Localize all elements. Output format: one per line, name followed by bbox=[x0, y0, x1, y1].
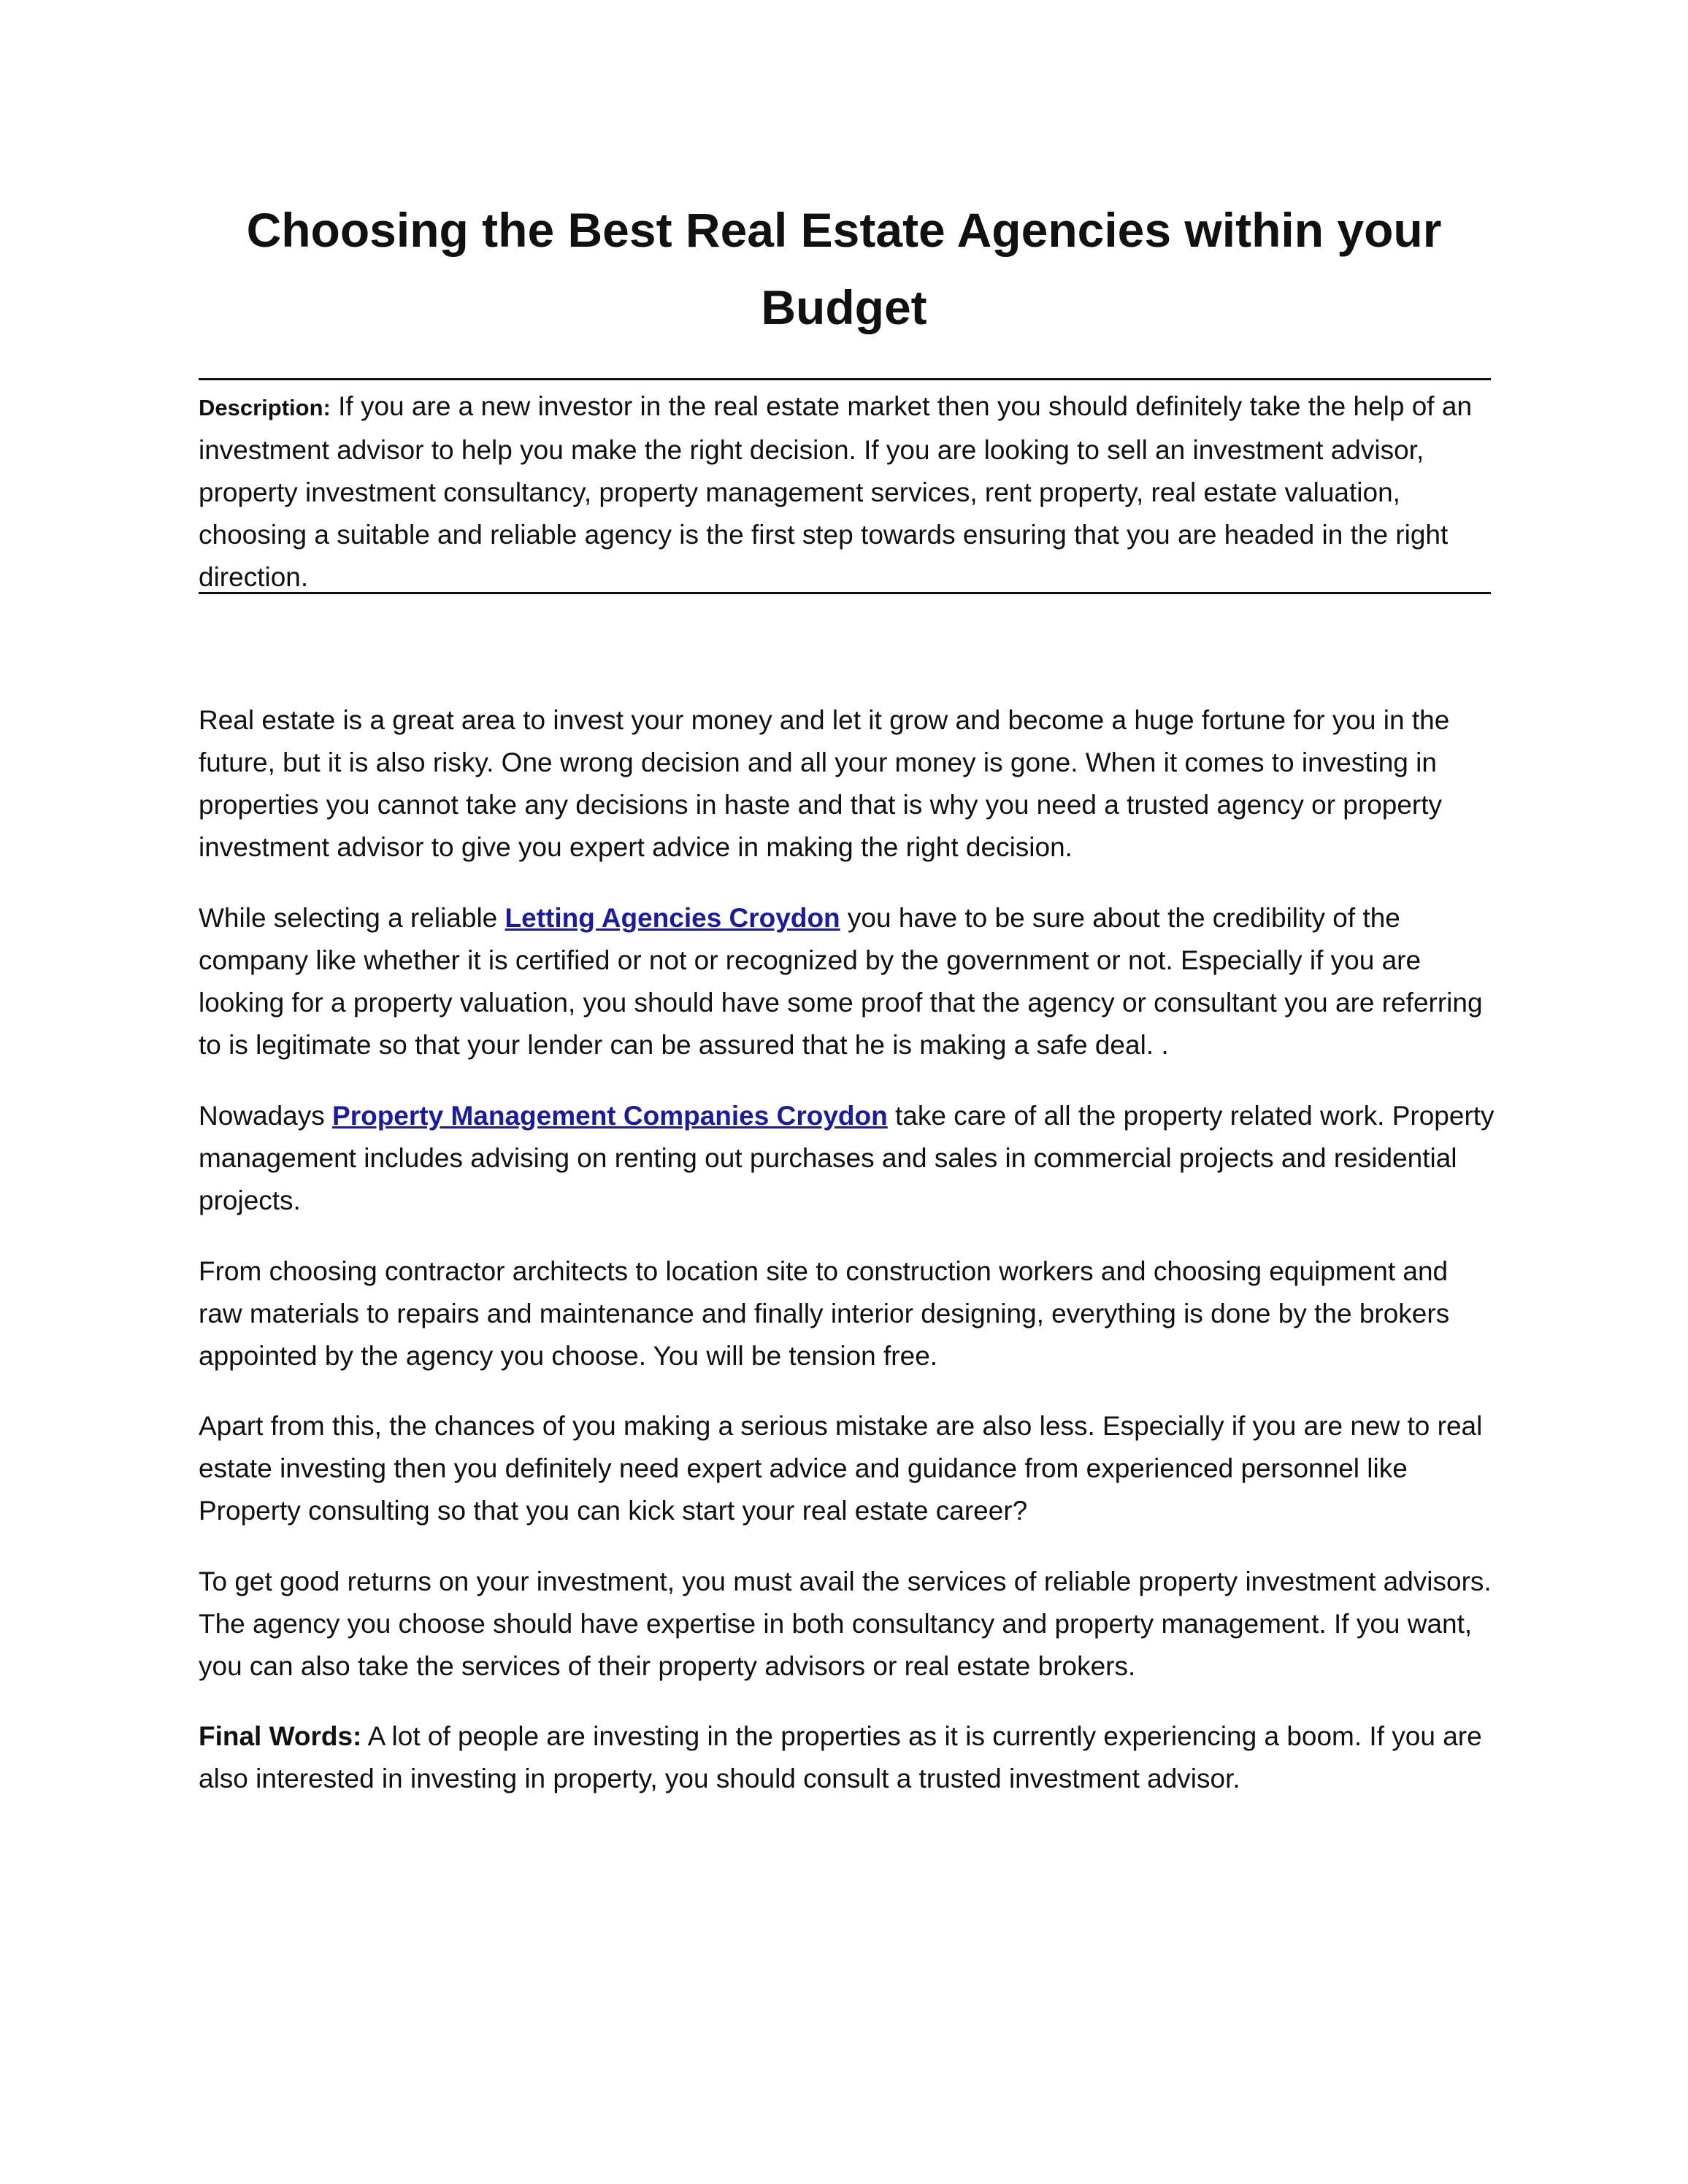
paragraph-final-words bbox=[199, 1715, 1495, 1800]
paragraph-text: you have to be sure about the credibility of the company like whether it is certified or not or recognized by the government or not. Especially if you are looking for a property valuation, you should have some proof that the agency or consultant you are referring to is legitimate so that your lender can be assured that he is making a safe deal. . bbox=[199, 903, 1483, 1060]
paragraph-mistakes: Apart from this, the chances of you making a serious mistake are also less. Especially if you are new to real estate investing then you definitely need expert advice and guidance from experienced personnel like Property consulting so that you can kick start your real estate career? bbox=[199, 1411, 1483, 1526]
paragraph-letting-agencies bbox=[199, 897, 1495, 1066]
paragraph-text: take care of all the property related work. Property management includes advising on renting out purchases and sales in commercial projects and residential projects. bbox=[199, 1101, 1495, 1215]
description-label: Description: bbox=[199, 395, 331, 420]
description-text: If you are a new investor in the real estate market then you should definitely take the help of an investment advisor to help you make the right decision. If you are looking to sell an investment advisor, property investment consultancy, property management services, rent property, real estate valuation, choosing a suitable and reliable agency is the first step towards ensuring that you are headed in the right direction. bbox=[199, 391, 1473, 592]
paragraph-returns: To get good returns on your investment, you must avail the services of reliable property investment advisors. The agency you choose should have expertise in both consultancy and property management. If you want, you can also take the services of their property advisors or real estate brokers. bbox=[199, 1566, 1492, 1681]
final-words-label: Final Words: bbox=[199, 1721, 362, 1751]
description-top-divider bbox=[199, 378, 1491, 380]
description-block bbox=[199, 385, 1495, 599]
description-bottom-divider bbox=[199, 592, 1491, 594]
paragraph-property-management bbox=[199, 1095, 1495, 1222]
paragraph-intro: Real estate is a great area to invest your money and let it grow and become a huge fortune for you in the future, but it is also risky. One wrong decision and all your money is gone. When it comes to investing in properties you cannot take any decisions in haste and that is why you need a trusted agency or property investment advisor to give you expert advice in making the right decision. bbox=[199, 705, 1450, 862]
paragraph-text: While selecting a reliable bbox=[199, 903, 505, 933]
page-title: Choosing the Best Real Estate Agencies within your Budget bbox=[246, 203, 1442, 334]
paragraph-contractors: From choosing contractor architects to location site to construction workers and choosing equipment and raw materials to repairs and maintenance and finally interior designing, everything is done by the brokers appointed by the agency you choose. You will be tension free. bbox=[199, 1256, 1450, 1371]
final-words-text: A lot of people are investing in the properties as it is currently experiencing a boom. If you are also interested in investing in property, you should consult a trusted investment advisor. bbox=[199, 1721, 1482, 1793]
letting-agencies-croydon-link[interactable]: Letting Agencies Croydon bbox=[505, 903, 840, 933]
property-management-companies-croydon-link[interactable]: Property Management Companies Croydon bbox=[332, 1101, 888, 1131]
paragraph-text: Nowadays bbox=[199, 1101, 333, 1131]
